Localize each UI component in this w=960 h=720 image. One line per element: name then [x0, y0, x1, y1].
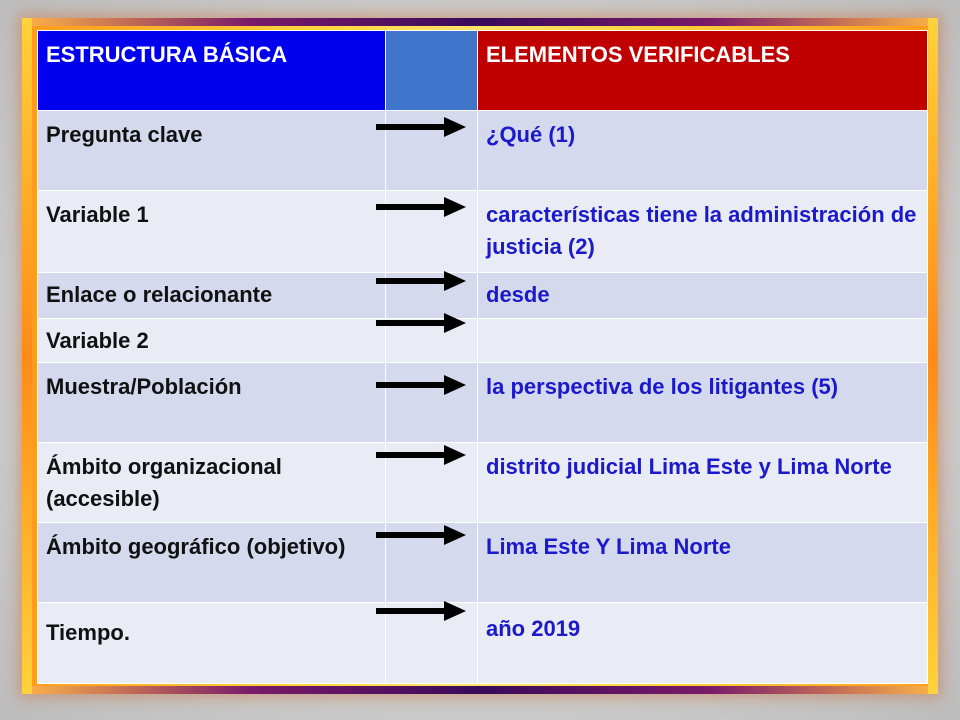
right-arrow-icon	[376, 117, 466, 137]
row-label: Ámbito organizacional (accesible)	[38, 443, 386, 523]
header-elementos-verificables: ELEMENTOS VERIFICABLES	[478, 31, 928, 111]
row-value: año 2019	[478, 603, 928, 684]
row-label: Ámbito geográfico (objetivo)	[38, 523, 386, 603]
row-label: Tiempo.	[38, 603, 386, 684]
table-row	[38, 443, 928, 523]
row-value	[478, 319, 928, 363]
table-row	[38, 363, 928, 443]
row-value: Lima Este Y Lima Norte	[478, 523, 928, 603]
row-label: Variable 1	[38, 191, 386, 273]
right-arrow-icon	[376, 313, 466, 333]
row-value: desde	[478, 273, 928, 319]
row-value: distrito judicial Lima Este y Lima Norte	[478, 443, 928, 523]
right-arrow-icon	[376, 197, 466, 217]
row-label: Variable 2	[38, 319, 386, 363]
row-label: Pregunta clave	[38, 111, 386, 191]
table-row	[38, 523, 928, 603]
frame-left-border	[22, 18, 32, 694]
table-row	[38, 603, 928, 684]
table-row	[38, 273, 928, 319]
row-label: Muestra/Población	[38, 363, 386, 443]
header-spacer	[386, 31, 478, 111]
structure-table	[37, 30, 928, 684]
row-value: ¿Qué (1)	[478, 111, 928, 191]
right-arrow-icon	[376, 445, 466, 465]
row-label: Enlace o relacionante	[38, 273, 386, 319]
right-arrow-icon	[376, 601, 466, 621]
frame-bottom-border	[22, 686, 938, 694]
right-arrow-icon	[376, 271, 466, 291]
table-header-row	[38, 31, 928, 111]
row-value: la perspectiva de los litigantes (5)	[478, 363, 928, 443]
header-estructura-basica: ESTRUCTURA BÁSICA	[38, 31, 386, 111]
row-value: características tiene la administración de justicia (2)	[478, 191, 928, 273]
right-arrow-icon	[376, 525, 466, 545]
table-row	[38, 319, 928, 363]
table-row	[38, 111, 928, 191]
right-arrow-icon	[376, 375, 466, 395]
frame-top-border	[22, 18, 938, 26]
table-row	[38, 191, 928, 273]
frame-right-border	[928, 18, 938, 694]
